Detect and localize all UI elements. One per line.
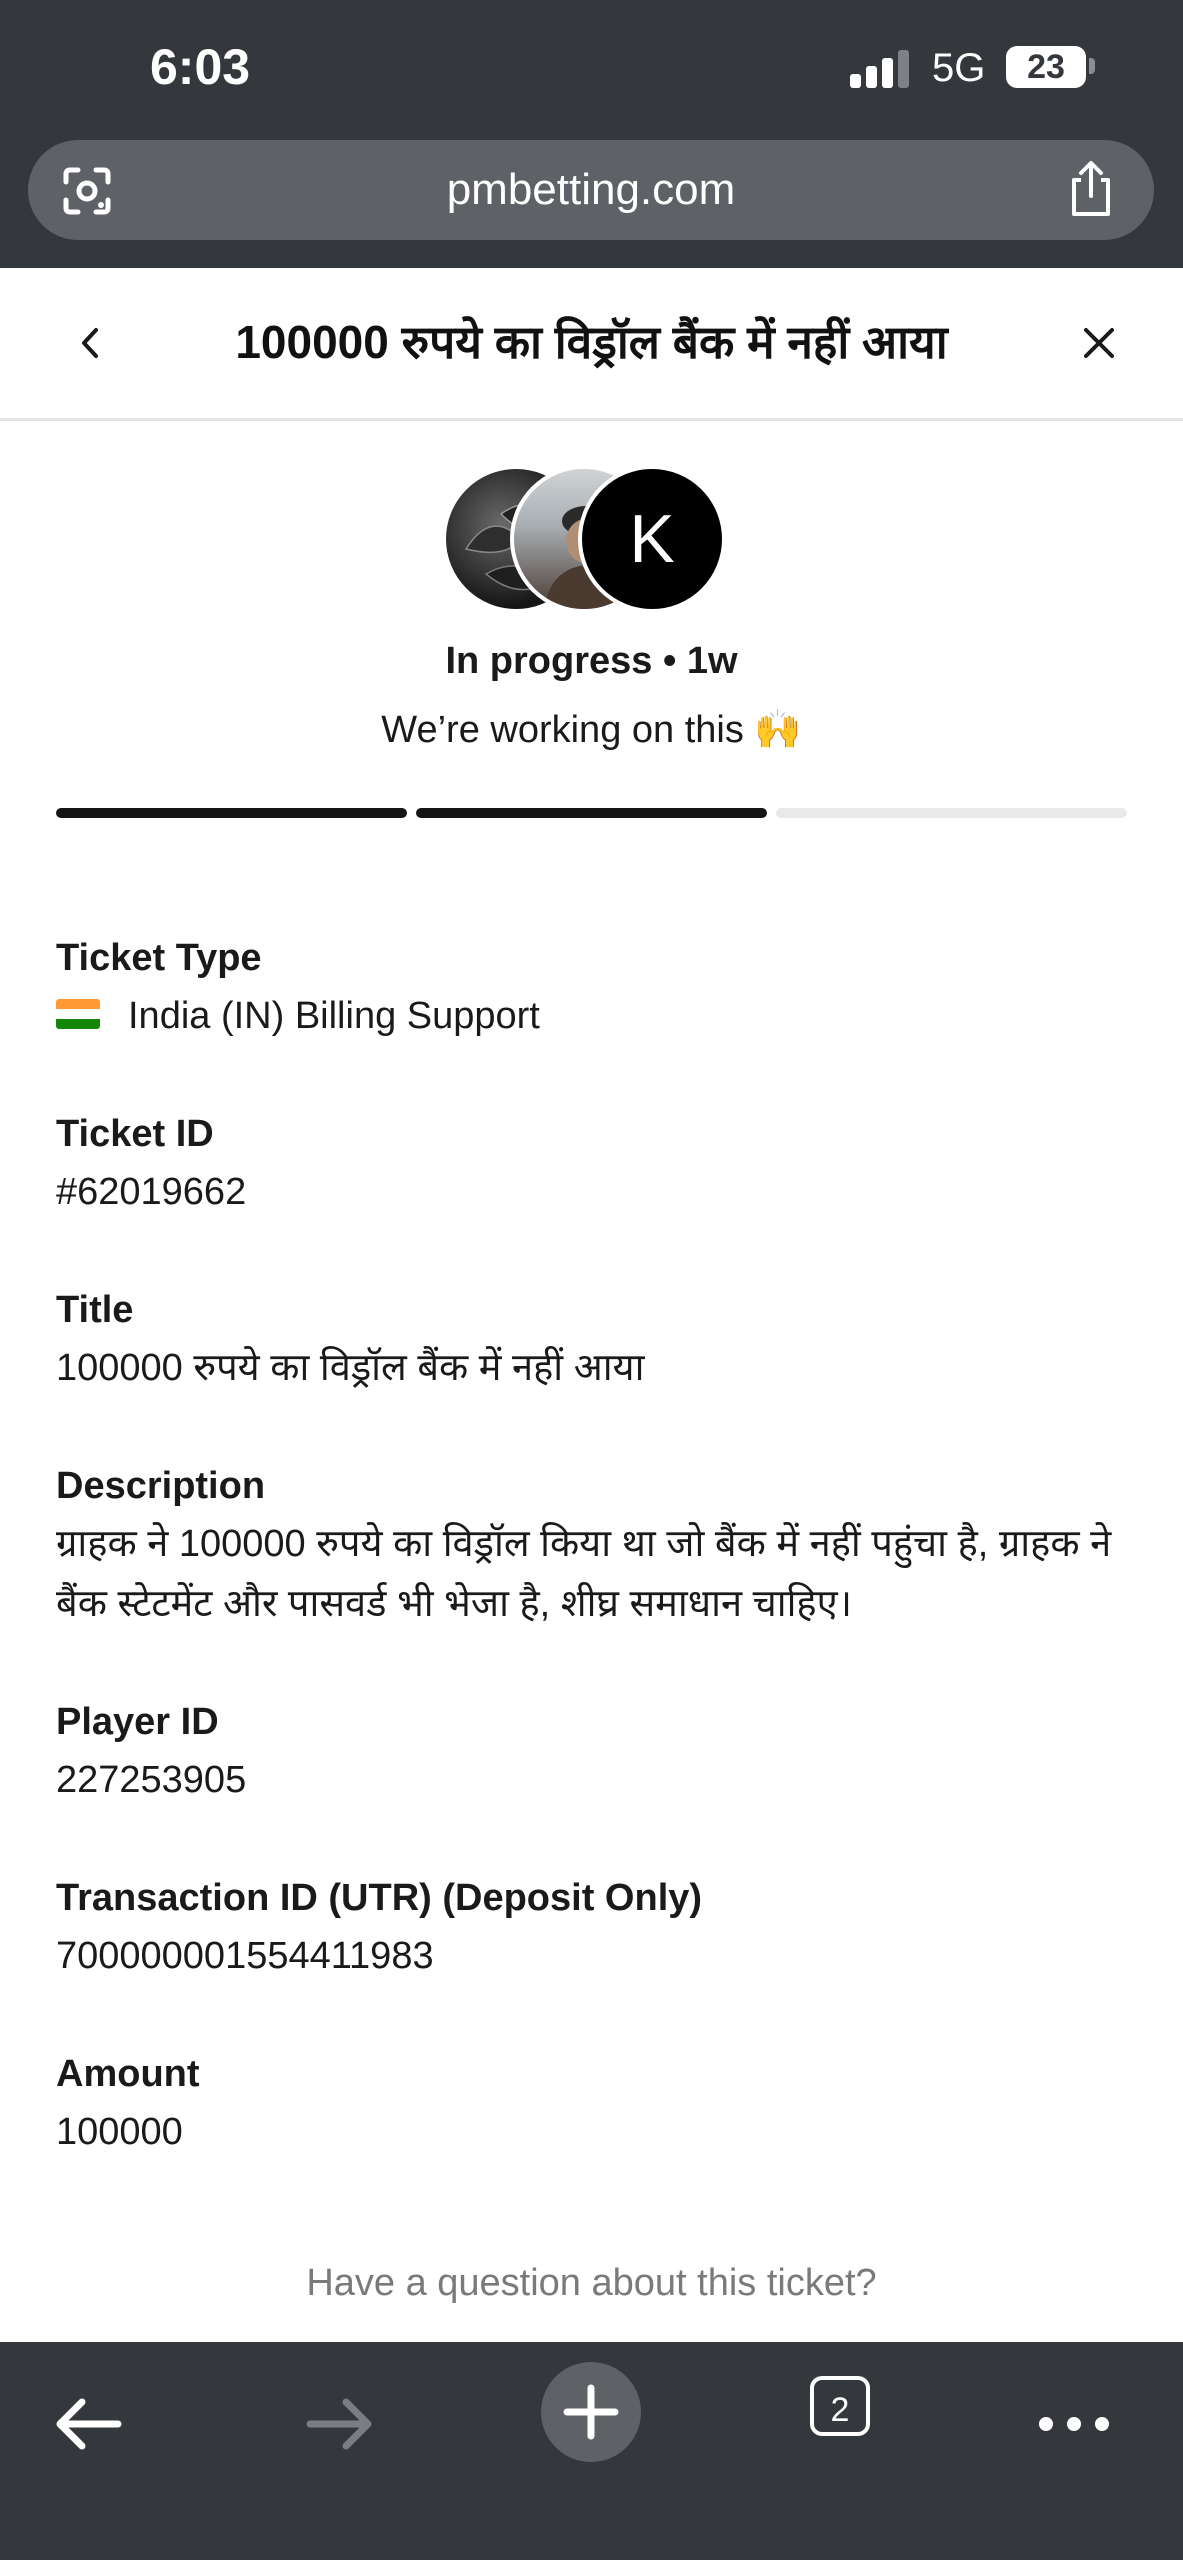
tab-switcher-button[interactable]: 2 xyxy=(810,2376,870,2436)
more-icon[interactable] xyxy=(1024,2378,1124,2478)
field-label: Ticket Type xyxy=(56,937,262,979)
field-amount xyxy=(56,2046,1127,2162)
ticket-header xyxy=(0,268,1183,421)
field-description xyxy=(56,1458,1127,1634)
field-label: Amount xyxy=(56,2053,200,2095)
field-value: 100000 xyxy=(56,2111,183,2153)
status-message: We’re working on this 🙌 xyxy=(381,709,802,751)
chevron-left-icon[interactable] xyxy=(66,318,116,368)
field-value: #62019662 xyxy=(56,1171,247,1213)
progress-segment xyxy=(416,808,767,818)
india-flag-icon xyxy=(56,999,100,1029)
field-transaction-id xyxy=(56,1870,1127,1986)
field-label: Ticket ID xyxy=(56,1113,214,1155)
field-value: ग्राहक ने 100000 रुपये का विड्रॉल किया था जो बैंक में नहीं पहुंचा है, ग्राहक ने बैंक स्टेटमेंट और पासवर्ड भी भेजा है, शीघ्र समाधान चाहिए। xyxy=(56,1523,1112,1625)
field-label: Title xyxy=(56,1289,134,1331)
team-avatars xyxy=(442,465,732,615)
battery-nub xyxy=(1089,58,1095,74)
battery-icon: 23 xyxy=(1006,46,1086,88)
page-title: 100000 रुपये का विड्रॉल बैंक में नहीं आया xyxy=(235,316,948,368)
field-title xyxy=(56,1282,1127,1398)
progress-bar xyxy=(56,808,1127,818)
ticket-status xyxy=(0,640,1183,683)
status-separator: • xyxy=(662,640,687,682)
field-label: Player ID xyxy=(56,1701,219,1743)
arrow-left-icon[interactable] xyxy=(38,2378,138,2478)
field-value: 100000 रुपये का विड्रॉल बैंक में नहीं आया xyxy=(56,1347,645,1389)
field-value: 227253905 xyxy=(56,1759,247,1801)
field-ticket-type xyxy=(56,930,1127,1046)
progress-segment xyxy=(56,808,407,818)
avatar-initial: K xyxy=(578,465,726,613)
field-player-id xyxy=(56,1694,1127,1810)
browser-top-chrome xyxy=(0,0,1183,268)
url-text: pmbetting.com xyxy=(446,165,736,214)
network-type: 5G xyxy=(932,46,986,90)
browser-toolbar xyxy=(0,2342,1183,2560)
field-value: 700000001554411983 xyxy=(56,1935,434,1977)
field-value: India (IN) Billing Support xyxy=(128,995,540,1037)
ticket-question-link[interactable]: Have a question about this ticket? xyxy=(306,2262,877,2304)
plus-icon xyxy=(541,2362,641,2462)
close-icon[interactable] xyxy=(1074,318,1124,368)
cellular-signal-icon xyxy=(850,48,910,88)
address-bar[interactable] xyxy=(28,140,1154,240)
arrow-right-icon[interactable] xyxy=(290,2378,390,2478)
field-ticket-id xyxy=(56,1106,1127,1222)
status-age: 1w xyxy=(686,640,738,682)
status-state: In progress xyxy=(445,640,653,682)
field-label: Transaction ID (UTR) (Deposit Only) xyxy=(56,1877,703,1919)
new-tab-button[interactable] xyxy=(541,2362,641,2462)
field-label: Description xyxy=(56,1465,266,1507)
ticket-details xyxy=(56,930,1127,2222)
status-time: 6:03 xyxy=(150,39,251,95)
progress-segment xyxy=(776,808,1127,818)
share-icon[interactable] xyxy=(1066,160,1116,218)
